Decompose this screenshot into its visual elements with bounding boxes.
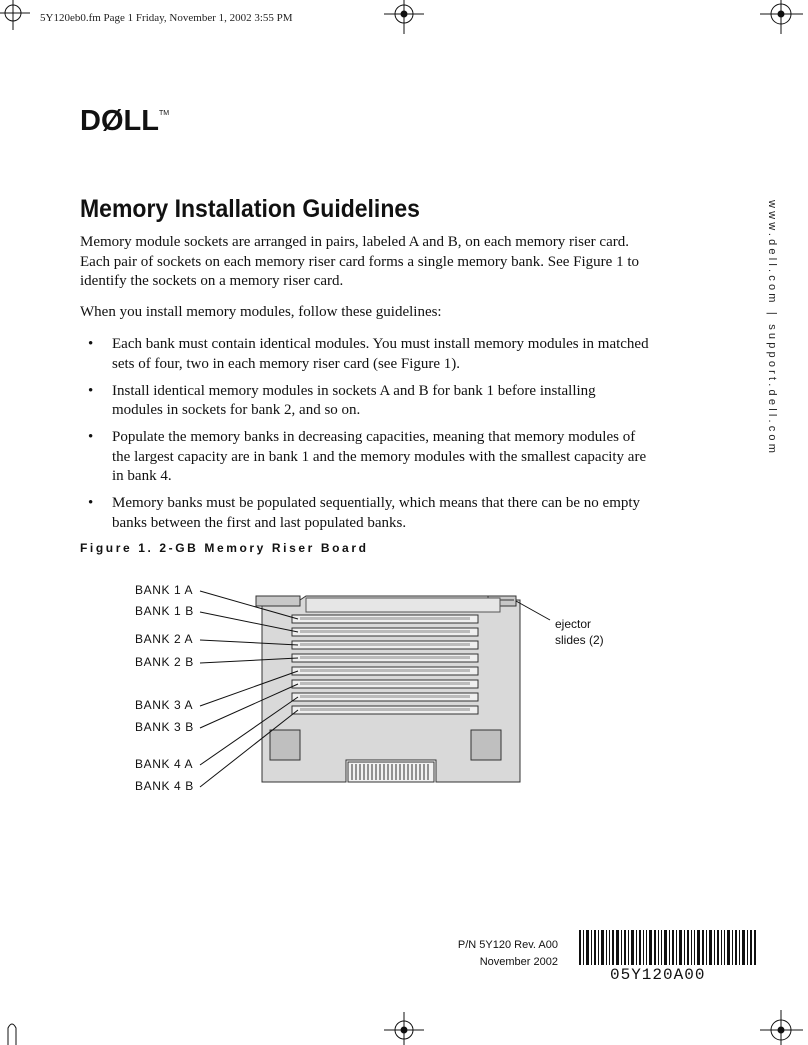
bank-label-2a: BANK 2 A — [135, 632, 194, 646]
file-header-line: 5Y120eb0.fm Page 1 Friday, November 1, 2002 3:55 PM — [40, 12, 293, 24]
registration-mark-top-left — [0, 0, 30, 30]
list-item — [80, 494, 650, 533]
intro-paragraph: Memory module sockets are arranged in pairs, labeled A and B, on each memory riser card. Each pair of sockets on each memory riser card forms a single memory bank. See Figure 1 to identify the sockets on a memory riser card. — [80, 234, 639, 289]
crop-mark-bottom-left — [8, 1024, 16, 1045]
bullet-icon: • — [88, 382, 94, 399]
dell-logo — [80, 107, 169, 136]
list-item-text: Populate the memory banks in decreasing capacities, meaning that memory modules of the largest capacity are in bank 1 and the memory modules with the smallest capacity are in bank 4. — [112, 429, 647, 484]
list-item-text: Install identical memory modules in sockets A and B for bank 1 before installing modules in sockets for bank 2, and so on. — [112, 382, 596, 418]
bullet-icon: • — [88, 336, 94, 352]
bullet-icon: • — [88, 495, 94, 511]
part-number: P/N 5Y120 Rev. A00 — [457, 939, 558, 951]
page-title: Memory Installation Guidelines — [80, 195, 420, 223]
chip-right — [471, 730, 501, 760]
bank-label-3b: BANK 3 B — [135, 720, 194, 734]
side-url — [760, 200, 780, 457]
list-item — [80, 335, 650, 374]
list-item — [80, 382, 650, 421]
bank-label-4a: BANK 4 A — [135, 757, 194, 771]
figure-caption: Figure 1. 2-GB Memory Riser Board — [80, 541, 369, 555]
memory-riser-board — [256, 596, 520, 782]
bank-label-3a: BANK 3 A — [135, 698, 194, 712]
registration-mark-bottom-right — [760, 1010, 803, 1045]
guidelines-intro: When you install memory modules, follow these guidelines: — [80, 304, 442, 320]
ejector-label-line2: slides (2) — [555, 633, 604, 647]
bank-label-2b: BANK 2 B — [135, 655, 194, 669]
ejector-label-line1: ejector — [555, 617, 592, 631]
ejector-label — [555, 616, 604, 648]
bullet-icon: • — [88, 429, 94, 445]
registration-mark-bottom-center — [384, 1012, 424, 1045]
list-item-text: Memory banks must be populated sequentially, which means that there can be no empty banks between the first and last populated banks. — [112, 495, 641, 531]
edge-connector — [348, 762, 434, 782]
ejector-leader-line — [516, 601, 550, 620]
part-number-block — [400, 937, 558, 971]
registration-mark-top-center — [384, 0, 424, 34]
logo-wordmark: DØLL — [80, 105, 159, 137]
guidelines-list — [80, 335, 650, 541]
chip-left — [270, 730, 300, 760]
bank-label-1b: BANK 1 B — [135, 604, 194, 618]
side-url-text: www.dell.com | support.dell.com — [766, 200, 778, 457]
ejector-slide-left — [256, 596, 300, 606]
barcode — [579, 930, 756, 965]
bank-label-1a: BANK 1 A — [135, 583, 194, 597]
bank-label-4b: BANK 4 B — [135, 779, 194, 793]
list-item — [80, 428, 650, 487]
barcode-number: 05Y120A00 — [610, 966, 706, 984]
logo-trademark: TM — [158, 110, 170, 118]
publication-date: November 2002 — [479, 956, 558, 968]
list-item-text: Each bank must contain identical modules. You must install memory modules in matched sets of four, two in each memory riser card (see Figure 1). — [112, 336, 649, 372]
registration-mark-top-right — [760, 0, 803, 34]
